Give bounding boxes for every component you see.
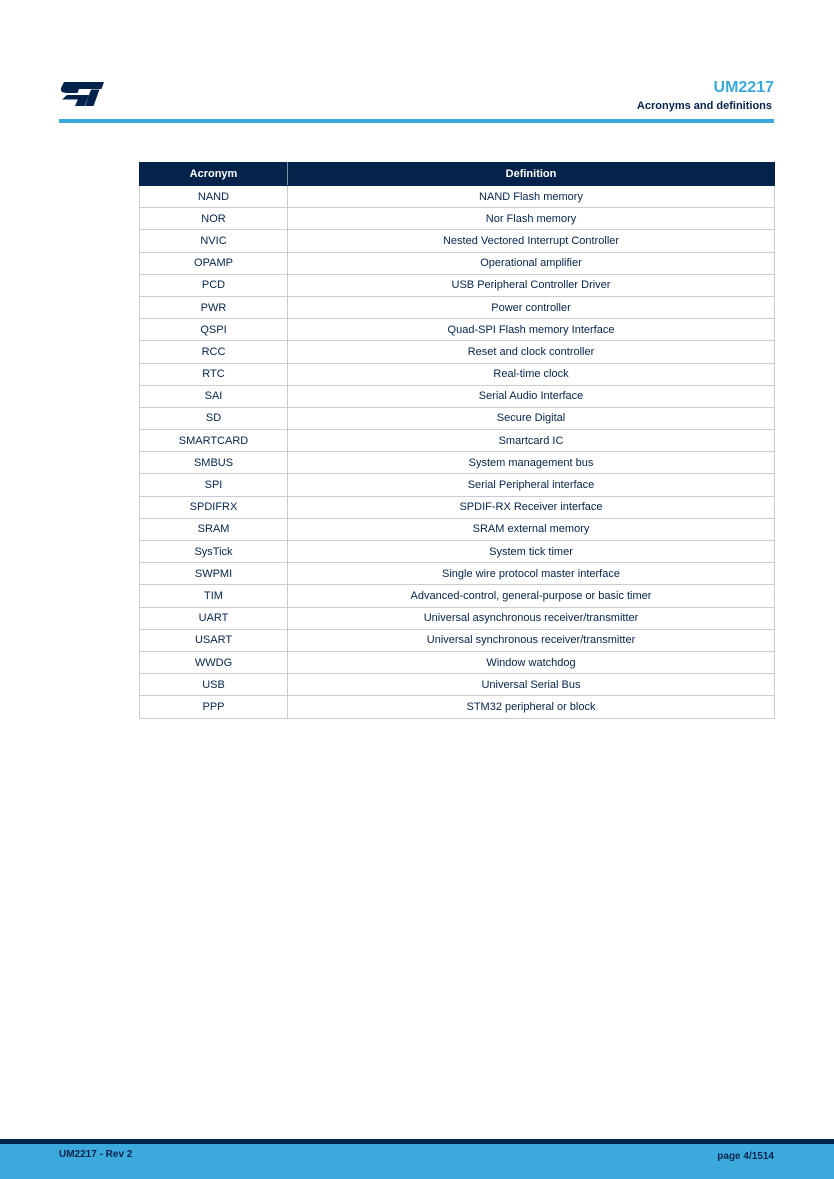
definition-cell: Universal synchronous receiver/transmitter xyxy=(288,629,775,651)
definition-cell: Power controller xyxy=(288,296,775,318)
acronym-cell: PCD xyxy=(140,274,288,296)
table-row xyxy=(140,274,775,296)
table-row xyxy=(140,651,775,673)
definition-cell: Nor Flash memory xyxy=(288,208,775,230)
acronym-cell: PPP xyxy=(140,696,288,718)
acronym-cell: SWPMI xyxy=(140,563,288,585)
acronym-cell: USB xyxy=(140,674,288,696)
acronym-cell: NAND xyxy=(140,186,288,208)
acronyms-table xyxy=(139,162,775,719)
table-row xyxy=(140,474,775,496)
acronym-cell: SMARTCARD xyxy=(140,430,288,452)
acronym-cell: NVIC xyxy=(140,230,288,252)
acronym-cell: OPAMP xyxy=(140,252,288,274)
table-row xyxy=(140,208,775,230)
definition-cell: Window watchdog xyxy=(288,651,775,673)
st-logo-icon xyxy=(58,80,108,108)
table-row xyxy=(140,296,775,318)
table-row xyxy=(140,252,775,274)
table-row xyxy=(140,407,775,429)
acronym-cell: SMBUS xyxy=(140,452,288,474)
table-row xyxy=(140,541,775,563)
table-row xyxy=(140,674,775,696)
table-row xyxy=(140,363,775,385)
document-id: UM2217 xyxy=(713,79,774,96)
acronym-cell: SysTick xyxy=(140,541,288,563)
table-row xyxy=(140,186,775,208)
table-row xyxy=(140,230,775,252)
definition-cell: Real-time clock xyxy=(288,363,775,385)
acronym-cell: UART xyxy=(140,607,288,629)
definition-cell: NAND Flash memory xyxy=(288,186,775,208)
footer-page-number: page 4/1514 xyxy=(717,1151,774,1162)
column-header-definition: Definition xyxy=(288,163,775,186)
definition-cell: Nested Vectored Interrupt Controller xyxy=(288,230,775,252)
acronym-cell: WWDG xyxy=(140,651,288,673)
table-row xyxy=(140,496,775,518)
acronym-cell: QSPI xyxy=(140,319,288,341)
definition-cell: Reset and clock controller xyxy=(288,341,775,363)
definition-cell: Serial Audio Interface xyxy=(288,385,775,407)
definition-cell: USB Peripheral Controller Driver xyxy=(288,274,775,296)
acronym-cell: SD xyxy=(140,407,288,429)
acronym-cell: PWR xyxy=(140,296,288,318)
definition-cell: Quad-SPI Flash memory Interface xyxy=(288,319,775,341)
definition-cell: Operational amplifier xyxy=(288,252,775,274)
table-row xyxy=(140,452,775,474)
acronym-cell: RCC xyxy=(140,341,288,363)
section-title: Acronyms and definitions xyxy=(636,100,772,112)
table-row xyxy=(140,518,775,540)
table-row xyxy=(140,585,775,607)
table-row xyxy=(140,696,775,718)
acronym-cell: SPI xyxy=(140,474,288,496)
definition-cell: Universal Serial Bus xyxy=(288,674,775,696)
definition-cell: Serial Peripheral interface xyxy=(288,474,775,496)
definition-cell: Secure Digital xyxy=(288,407,775,429)
definition-cell: Universal asynchronous receiver/transmitter xyxy=(288,607,775,629)
definition-cell: Smartcard IC xyxy=(288,430,775,452)
footer-doc-revision: UM2217 - Rev 2 xyxy=(59,1149,133,1160)
acronym-cell: NOR xyxy=(140,208,288,230)
acronym-cell: RTC xyxy=(140,363,288,385)
definition-cell: System tick timer xyxy=(288,541,775,563)
table-row xyxy=(140,385,775,407)
table-row xyxy=(140,563,775,585)
table-row xyxy=(140,319,775,341)
definition-cell: SRAM external memory xyxy=(288,518,775,540)
table-row xyxy=(140,341,775,363)
acronym-cell: SPDIFRX xyxy=(140,496,288,518)
acronym-cell: TIM xyxy=(140,585,288,607)
table-row xyxy=(140,430,775,452)
acronym-cell: SAI xyxy=(140,385,288,407)
table-header-row xyxy=(140,163,775,186)
definition-cell: SPDIF-RX Receiver interface xyxy=(288,496,775,518)
header-divider xyxy=(59,119,774,123)
definition-cell: STM32 peripheral or block xyxy=(288,696,775,718)
column-header-acronym: Acronym xyxy=(140,163,288,186)
table-row xyxy=(140,607,775,629)
definition-cell: Advanced-control, general-purpose or basic timer xyxy=(288,585,775,607)
acronym-cell: SRAM xyxy=(140,518,288,540)
definition-cell: Single wire protocol master interface xyxy=(288,563,775,585)
table-row xyxy=(140,629,775,651)
definition-cell: System management bus xyxy=(288,452,775,474)
acronym-cell: USART xyxy=(140,629,288,651)
